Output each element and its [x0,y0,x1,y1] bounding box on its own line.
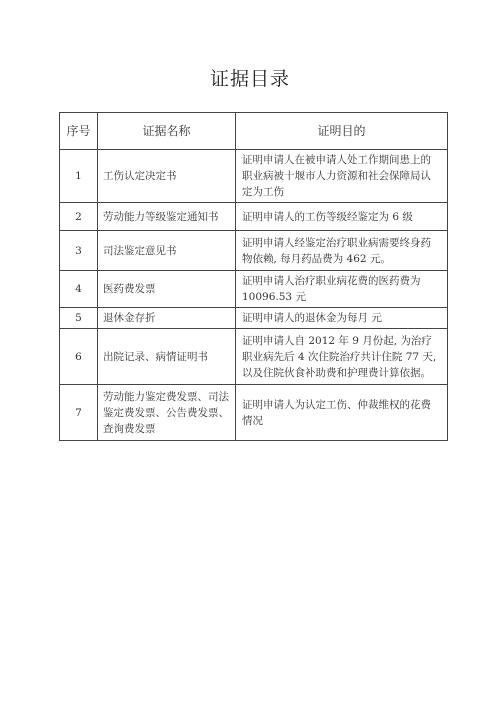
header-no: 序号 [60,113,98,150]
row-name: 司法鉴定意见书 [98,231,236,271]
row-name: 医药费发票 [98,271,236,308]
row-name: 出院记录、病情证明书 [98,329,236,385]
row-name: 工伤认定决定书 [98,150,236,203]
header-purpose: 证明目的 [236,113,448,150]
table-row [60,203,448,231]
evidence-table [59,112,448,441]
table-row [60,385,448,441]
row-purpose: 证明申请人治疗职业病花费的医药费为 10096.53 元 [236,271,448,308]
row-purpose: 证明申请人在被申请人处工作期间患上的职业病被十堰市人力资源和社会保障局认定为工伤 [236,150,448,203]
row-purpose: 证明申请人经鉴定治疗职业病需要终身药物依赖, 每月药品费为 462 元。 [236,231,448,271]
table-row [60,231,448,271]
row-purpose: 证明申请人的工伤等级经鉴定为 6 级 [236,203,448,231]
row-no: 2 [60,203,98,231]
row-no: 7 [60,385,98,441]
row-name: 劳动能力等级鉴定通知书 [98,203,236,231]
table-header-row [60,113,448,150]
table-row [60,271,448,308]
row-no: 4 [60,271,98,308]
table-row [60,308,448,329]
row-no: 3 [60,231,98,271]
row-name: 劳动能力鉴定费发票、司法鉴定费发票、公告费发票、查询费发票 [98,385,236,441]
table-row [60,329,448,385]
row-purpose: 证明申请人的退休金为每月 元 [236,308,448,329]
row-no: 1 [60,150,98,203]
document-title: 证据目录 [209,68,290,90]
table-row [60,150,448,203]
row-no: 5 [60,308,98,329]
header-name: 证据名称 [98,113,236,150]
row-no: 6 [60,329,98,385]
row-purpose: 证明申请人自 2012 年 9 月份起, 为治疗职业病先后 4 次住院治疗共计住院 77 天, 以及住院伙食补助费和护理费计算依据。 [236,329,448,385]
row-name: 退休金存折 [98,308,236,329]
row-purpose: 证明申请人为认定工伤、仲裁维权的花费情况 [236,385,448,441]
